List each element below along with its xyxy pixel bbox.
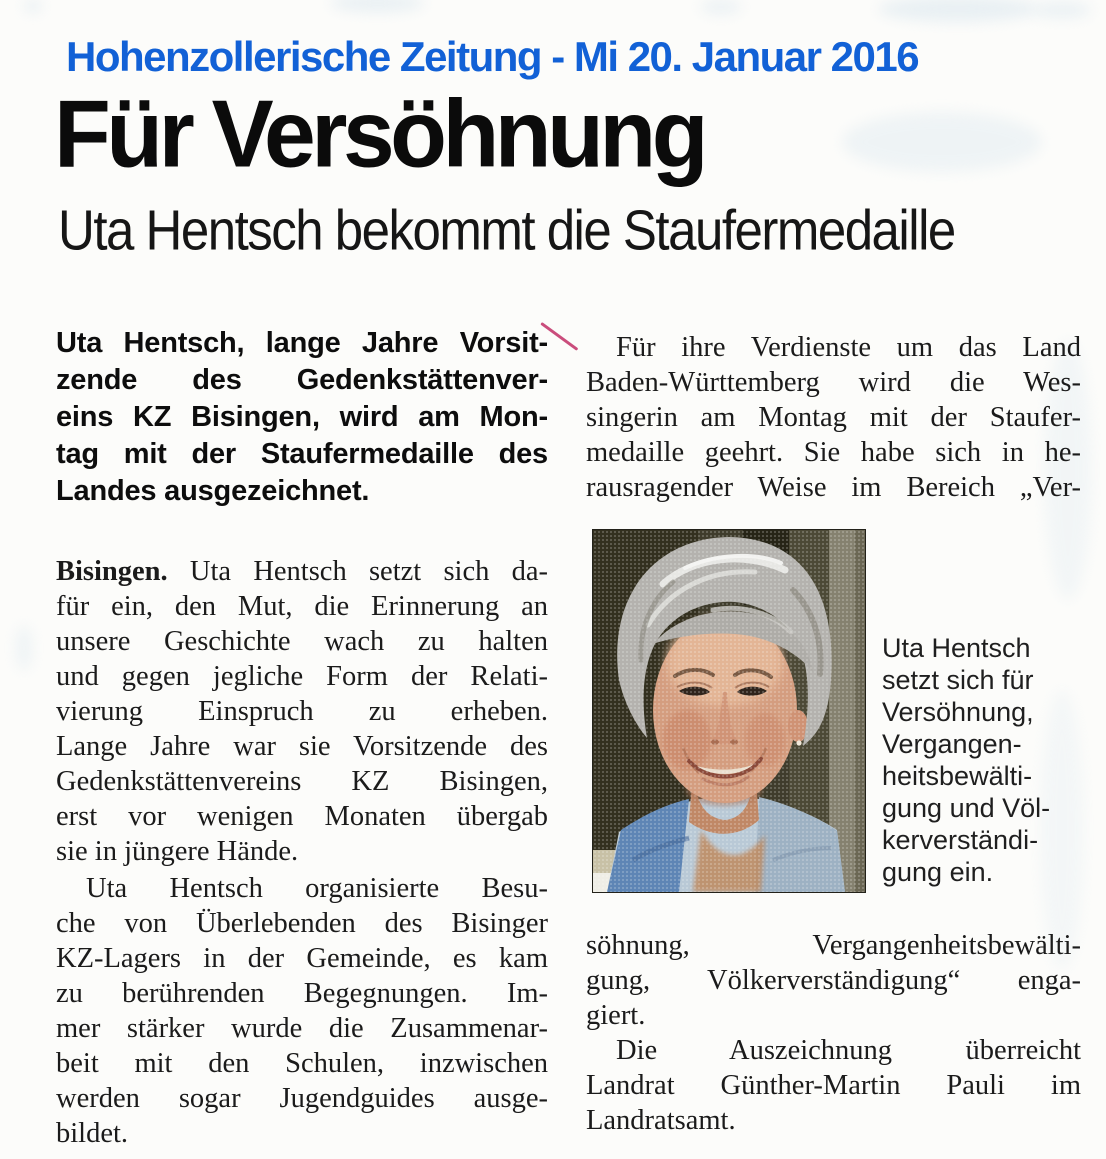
body-lower-right bbox=[586, 928, 1081, 1138]
photo-uta-hentsch bbox=[592, 529, 866, 893]
text-line: tag mit der Staufermedaille des bbox=[56, 438, 548, 470]
article-subheadline: Uta Hentsch bekommt die Staufermedaille bbox=[58, 198, 955, 262]
text-line: Baden-Württemberg wird die Wes- bbox=[586, 367, 1081, 398]
text-line: und gegen jegliche Form der Relati- bbox=[56, 661, 548, 692]
article-headline: Für Versöhnung bbox=[54, 79, 705, 187]
scan-smudge bbox=[700, 0, 742, 14]
text-line: rausragender Weise im Bereich „Ver- bbox=[586, 472, 1081, 503]
text-line: gung, Völkerverständigung“ enga- bbox=[586, 965, 1081, 996]
scan-smudge bbox=[878, 0, 1038, 22]
text-line: werden sogar Jugendguides ausge- bbox=[56, 1083, 548, 1114]
text-line: Vergangen- bbox=[882, 729, 1022, 759]
scan-smudge bbox=[842, 112, 1042, 172]
scan-smudge bbox=[16, 625, 32, 671]
body-paragraph-auszeichnung bbox=[586, 1033, 1081, 1138]
text-line: Landes ausgezeichnet. bbox=[56, 475, 370, 507]
text-line: Versöhnung, bbox=[882, 697, 1034, 727]
text-line: Lange Jahre war sie Vorsitzende des bbox=[56, 731, 548, 762]
text-line: Uta Hentsch, lange Jahre Vorsit- bbox=[56, 327, 548, 359]
text-line: Die Auszeichnung überreicht bbox=[616, 1035, 1081, 1066]
text-line: Bisingen. Uta Hentsch setzt sich da- bbox=[56, 556, 548, 587]
text-line: medaille geehrt. Sie habe sich in he- bbox=[586, 437, 1081, 468]
text-line: zu berührenden Begegnungen. Im- bbox=[56, 978, 548, 1009]
scan-smudge bbox=[330, 0, 425, 12]
text-line: setzt sich für bbox=[882, 665, 1034, 695]
text-line: Landrat Günther-Martin Pauli im bbox=[586, 1070, 1081, 1101]
text-line: unsere Geschichte wach zu halten bbox=[56, 626, 548, 657]
photo-caption bbox=[882, 632, 1084, 888]
text-line: heitsbewälti- bbox=[882, 761, 1033, 791]
text-line: Uta Hentsch bbox=[882, 633, 1031, 663]
text-line: che von Überlebenden des Bisinger bbox=[56, 908, 548, 939]
text-line: vierung Einspruch zu erheben. bbox=[56, 696, 548, 727]
text-line: gung ein. bbox=[882, 857, 994, 887]
text-line: Landratsamt. bbox=[586, 1105, 736, 1136]
newspaper-dateline: Hohenzollerische Zeitung - Mi 20. Januar 2016 bbox=[66, 33, 919, 80]
text-line: kerverständi- bbox=[882, 825, 1039, 855]
text-line: Gedenkstättenvereins KZ Bisingen, bbox=[56, 766, 548, 797]
article-lead-paragraph bbox=[56, 325, 548, 510]
text-line: Uta Hentsch organisierte Besu- bbox=[86, 873, 548, 904]
text-line: gung und Völ- bbox=[882, 793, 1051, 823]
text-line: erst vor wenigen Monaten übergab bbox=[56, 801, 548, 832]
text-line: singerin am Montag mit der Staufer- bbox=[586, 402, 1081, 433]
text-line: KZ-Lagers in der Gemeinde, es kam bbox=[56, 943, 548, 974]
body-paragraph-engagiert bbox=[586, 928, 1081, 1033]
text-line: beit mit den Schulen, inzwischen bbox=[56, 1048, 548, 1079]
text-line: zende des Gedenkstättenver- bbox=[56, 364, 548, 396]
text-line: giert. bbox=[586, 1000, 646, 1031]
text-line: söhnung, Vergangenheitsbewälti- bbox=[586, 930, 1081, 961]
body-paragraph-besuche bbox=[56, 871, 548, 1151]
text-line: bildet. bbox=[56, 1118, 129, 1149]
text-line: eins KZ Bisingen, wird am Mon- bbox=[56, 401, 548, 433]
scan-smudge bbox=[24, 0, 42, 12]
paragraph-lead-in: Bisingen. bbox=[56, 556, 168, 587]
body-paragraph-verdienste bbox=[586, 330, 1081, 505]
text-line: für ein, den Mut, die Erinnerung an bbox=[56, 591, 548, 622]
scan-smudge bbox=[1032, 2, 1092, 18]
portrait-illustration bbox=[593, 530, 865, 892]
text-line: sie in jüngere Hände. bbox=[56, 836, 299, 867]
body-paragraph-bisingen bbox=[56, 554, 548, 869]
text-line: Für ihre Verdienste um das Land bbox=[616, 332, 1081, 363]
text-line: mer stärker wurde die Zusammenar- bbox=[56, 1013, 548, 1044]
